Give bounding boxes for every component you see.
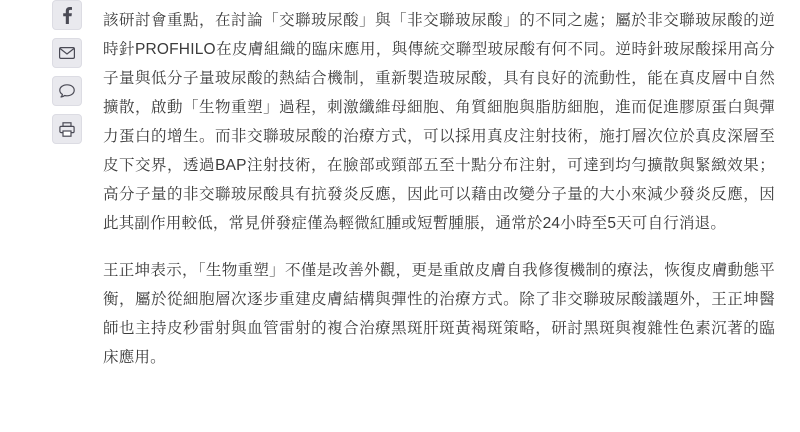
printer-icon bbox=[59, 122, 75, 137]
article-body bbox=[103, 6, 775, 390]
paragraph-1-text: 該研討會重點，在討論「交聯玻尿酸」與「非交聯玻尿酸」的不同之處；屬於非交聯玻尿酸的逆時針PROFHILO在皮膚組織的臨床應用，與傳統交聯型玻尿酸有何不同。逆時針玻尿酸採用高分子量與低分子量玻尿酸的熱結合機制，重新製造玻尿酸，具有良好的流動性，能在真皮層中自然擴散，啟動「生物重塑」過程，刺激纖維母細胞、角質細胞與脂肪細胞，進而促進膠原蛋白與彈力蛋白的增生。而非交聯玻尿酸的治療方式，可以採用真皮注射技術，施打層次位於真皮深層至皮下交界，透過BAP注射技術，在臉部或頸部五至十點分布注射，可達到均勻擴散與緊緻效果；高分子量的非交聯玻尿酸具有抗發炎反應，因此可以藉由改變分子量的大小來減少發炎反應，因此其副作用較低，常見併發症僅為輕微紅腫或短暫腫脹，通常於24小時至5天可自行消退。 bbox=[103, 12, 775, 232]
paragraph-1 bbox=[103, 6, 775, 238]
envelope-icon bbox=[59, 47, 75, 59]
print-button[interactable] bbox=[52, 114, 82, 144]
facebook-share-button[interactable] bbox=[52, 0, 82, 30]
comment-share-button[interactable] bbox=[52, 76, 82, 106]
facebook-icon bbox=[63, 7, 72, 24]
paragraph-2 bbox=[103, 256, 775, 372]
share-rail bbox=[52, 0, 82, 144]
email-share-button[interactable] bbox=[52, 38, 82, 68]
comment-icon bbox=[59, 84, 75, 98]
paragraph-2-text: 王正坤表示，「生物重塑」不僅是改善外觀，更是重啟皮膚自我修復機制的療法，恢復皮膚動態平衡，屬於從細胞層次逐步重建皮膚結構與彈性的治療方式。除了非交聯玻尿酸議題外，王正坤醫師也主持皮秒雷射與血管雷射的複合治療黑斑肝斑黃褐斑策略，研討黑斑與複雜性色素沉著的臨床應用。 bbox=[103, 262, 775, 366]
